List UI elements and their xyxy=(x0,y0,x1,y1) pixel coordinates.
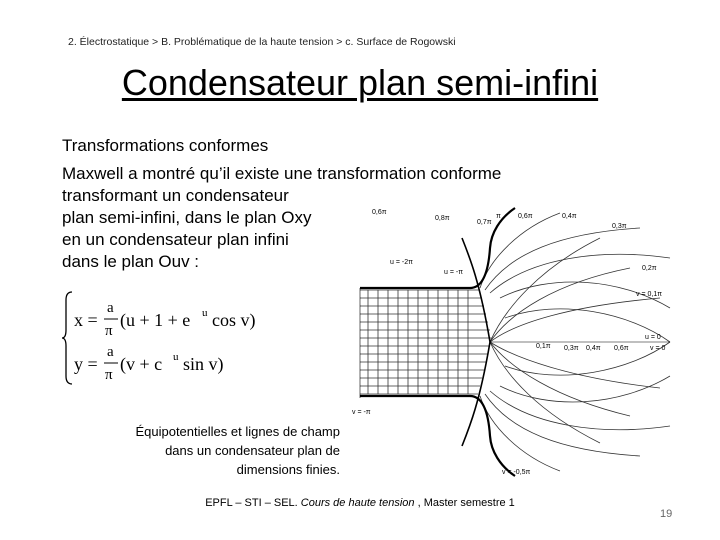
label-top: 0,3π xyxy=(612,223,627,230)
body-line: transformant un condensateur xyxy=(62,186,289,205)
field-lines xyxy=(360,208,670,476)
eq1-denominator: π xyxy=(105,323,113,339)
eq2-numerator: a xyxy=(107,344,114,360)
footer xyxy=(0,497,720,509)
footer-prefix: EPFL – STI – SEL. xyxy=(205,497,301,509)
equipotential-field-figure xyxy=(340,198,680,483)
figure-caption xyxy=(120,422,340,479)
label-bottom-value: 0,6π xyxy=(614,345,629,352)
body-line: Maxwell a montré qu’il existe une transformation conforme xyxy=(62,164,502,183)
body-line: en un condensateur plan infini xyxy=(62,230,289,249)
equation-brace xyxy=(62,292,72,384)
slide-title: Condensateur plan semi-infini xyxy=(121,62,599,103)
label-left: u = -2π xyxy=(390,259,413,266)
label-bottom: v = -0,5π xyxy=(502,469,531,476)
equation-system xyxy=(62,288,272,388)
page-number: 19 xyxy=(660,508,673,520)
label-top: 0,7π xyxy=(477,219,492,226)
eq1-exponent: u xyxy=(202,307,208,319)
label-right: u = 0 xyxy=(645,334,661,341)
label-right: v = 0 xyxy=(650,345,666,352)
label-top: 0,8π xyxy=(435,215,450,222)
eq2-denominator: π xyxy=(105,367,113,383)
footer-course: Cours de haute tension xyxy=(300,497,415,509)
eq1-body: (u + 1 + e xyxy=(120,310,191,330)
label-top: 0,4π xyxy=(562,213,577,220)
body-line: dans le plan Ouv : xyxy=(62,252,200,271)
label-top: 0,6π xyxy=(372,209,387,216)
caption-line: Équipotentielles et lignes de champ xyxy=(135,424,340,439)
eq2-lhs: y = xyxy=(74,354,98,374)
label-left: u = -π xyxy=(444,269,464,276)
lower-electrode xyxy=(360,396,515,476)
eq2-body: (v + c xyxy=(120,354,163,374)
body-line: plan semi-infini, dans le plan Oxy xyxy=(62,208,312,227)
eq1-lhs: x = xyxy=(74,310,98,330)
footer-suffix: , Master semestre 1 xyxy=(414,497,515,509)
label-top: 0,2π xyxy=(642,265,657,272)
label-bottom-value: 0,3π xyxy=(564,345,579,352)
label-bottom-value: 0,1π xyxy=(536,343,551,350)
caption-line: dans un condensateur plan de xyxy=(165,443,340,458)
section-heading: Transformations conformes xyxy=(62,136,269,155)
grid-lines xyxy=(360,290,492,394)
eq2-tail: sin v) xyxy=(183,354,224,374)
label-bottom: v = -π xyxy=(352,409,371,416)
eq1-tail: cos v) xyxy=(212,310,256,330)
label-bottom-value: 0,4π xyxy=(586,345,601,352)
label-top: π xyxy=(496,213,501,220)
label-right: v = 0,1π xyxy=(636,291,663,298)
eq1-numerator: a xyxy=(107,300,114,316)
caption-line: dimensions finies. xyxy=(236,462,340,477)
equipotential-arcs xyxy=(490,238,663,443)
figure-labels xyxy=(352,209,665,476)
label-top: 0,6π xyxy=(518,213,533,220)
eq2-exponent: u xyxy=(173,351,179,363)
breadcrumb: 2. Électrostatique > B. Problématique de la haute tension > c. Surface de Rogowski xyxy=(68,36,456,48)
